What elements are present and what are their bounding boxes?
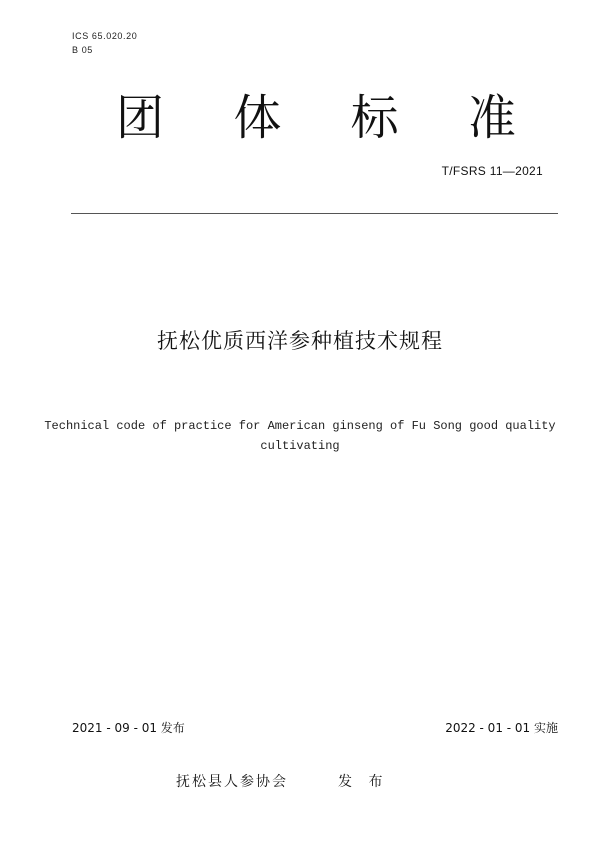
standard-type-heading [116,88,516,148]
issue-date: 2021 - 09 - 01 发布 [72,721,185,735]
issuer-name: 抚松县人参协会 [176,774,288,790]
heading-char: 准 [467,90,516,146]
issuer-action: 发 布 [338,774,389,790]
english-title-line: Technical code of practice for American ginseng of Fu Song good quality [44,419,556,433]
ccs-code: B 05 [72,45,93,55]
chinese-title: 抚松优质西洋参种植技术规程 [157,329,443,353]
ics-code: ICS 65.020.20 [72,31,138,41]
document-number: T/FSRS 11—2021 [441,164,543,178]
header-divider [71,213,558,214]
heading-char: 体 [233,90,282,146]
heading-char: 标 [350,90,399,146]
heading-char: 团 [116,90,165,146]
english-title-line: cultivating [260,439,340,453]
issuer-line [176,772,388,792]
implementation-date: 2022 - 01 - 01 实施 [445,721,558,735]
english-title [30,416,570,456]
